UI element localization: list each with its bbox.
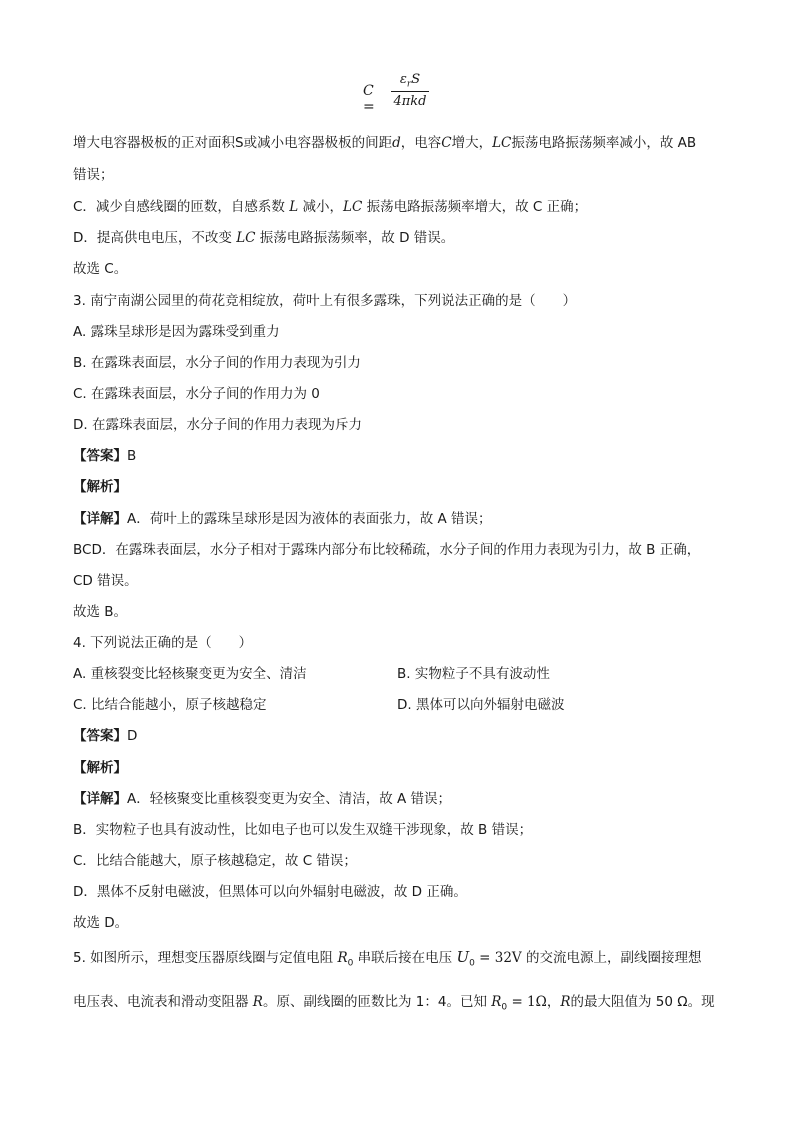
q4-option-c: C. 比结合能越小，原子核越稳定 xyxy=(73,697,267,713)
q4-option-a: A. 重核裂变比轻核聚变更为安全、清洁 xyxy=(73,666,307,682)
question-5-stem-line1: 5. 如图所示，理想变压器原线圈与定值电阻 $R_0$ 串联后接在电压 $U_0 = 32V$ 的交流电源上，副线圈接理想 xyxy=(73,948,702,969)
formula-denominator: 4πkd xyxy=(393,93,427,109)
q4-detail-d: D．黑体不反射电磁波，但黑体可以向外辐射电磁波，故 D 正确。 xyxy=(73,884,467,900)
q3-analysis-label: 【解析】 xyxy=(73,479,127,495)
question-4-stem: 4. 下列说法正确的是（ ） xyxy=(73,635,253,651)
formula-fraction xyxy=(391,72,429,109)
question-5-stem-line2: 电压表、电流表和滑动变阻器 R。原、副线圈的匝数比为 1：4。已知 $R_0 = 1\Omega$，R的最大阻值为 50 Ω。现 xyxy=(73,994,715,1013)
q3-option-d: D. 在露珠表面层，水分子间的作用力表现为斥力 xyxy=(73,417,362,433)
q3-option-b: B. 在露珠表面层，水分子间的作用力表现为引力 xyxy=(73,355,361,371)
q3-conclusion: 故选 B。 xyxy=(73,604,128,620)
option-d-explanation: D．提高供电电压，不改变 LC 振荡电路振荡频率，故 D 错误。 xyxy=(73,230,455,246)
formula-numerator: $\varepsilon_rS$ xyxy=(399,72,421,90)
paragraph-line: 增大电容器极板的正对面积S或减小电容器极板的间距d，电容C增大，LC振荡电路振荡频率减小，故 AB xyxy=(73,135,697,151)
q3-option-c: C. 在露珠表面层，水分子间的作用力为 0 xyxy=(73,386,320,402)
q4-conclusion: 故选 D。 xyxy=(73,915,129,931)
q3-answer xyxy=(73,444,136,464)
q4-detail-b: B．实物粒子也具有波动性，比如电子也可以发生双缝干涉现象，故 B 错误； xyxy=(73,822,533,838)
q4-answer xyxy=(73,724,137,744)
option-c-explanation: C．减少自感线圈的匝数，自感系数 L 减小，LC 振荡电路振荡频率增大，故 C 正确； xyxy=(73,199,588,215)
q4-detail-a: 【详解】A．轻核聚变比重核裂变更为安全、清洁，故 A 错误； xyxy=(73,791,452,807)
q4-detail-c: C．比结合能越大，原子核越稳定，故 C 错误； xyxy=(73,853,357,869)
question-3-stem: 3. 南宁南湖公园里的荷花竞相绽放，荷叶上有很多露珠，下列说法正确的是（ ） xyxy=(73,293,577,309)
formula-lhs: C = xyxy=(363,83,375,115)
q4-analysis-label: 【解析】 xyxy=(73,760,127,776)
answer-value: B xyxy=(127,448,137,464)
q4-option-b: B. 实物粒子不具有波动性 xyxy=(397,666,550,682)
fraction-bar xyxy=(391,91,429,92)
conclusion: 故选 C。 xyxy=(73,261,128,277)
paragraph-line: 错误； xyxy=(73,167,114,183)
q3-detail-a: 【详解】A．荷叶上的露珠呈球形是因为液体的表面张力，故 A 错误； xyxy=(73,511,492,527)
q3-detail-bcd-cont: CD 错误。 xyxy=(73,573,138,589)
answer-label: 【答案】 xyxy=(73,448,127,464)
detail-label: 【详解】 xyxy=(73,791,127,807)
answer-label: 【答案】 xyxy=(73,728,127,744)
q3-option-a: A. 露珠呈球形是因为露珠受到重力 xyxy=(73,324,280,340)
q4-option-d: D. 黑体可以向外辐射电磁波 xyxy=(397,697,565,713)
detail-label: 【详解】 xyxy=(73,511,127,527)
q3-detail-bcd: BCD．在露珠表面层，水分子相对于露珠内部分布比较稀疏，水分子间的作用力表现为引力，故 B 正确， xyxy=(73,542,701,558)
answer-value: D xyxy=(127,728,138,744)
